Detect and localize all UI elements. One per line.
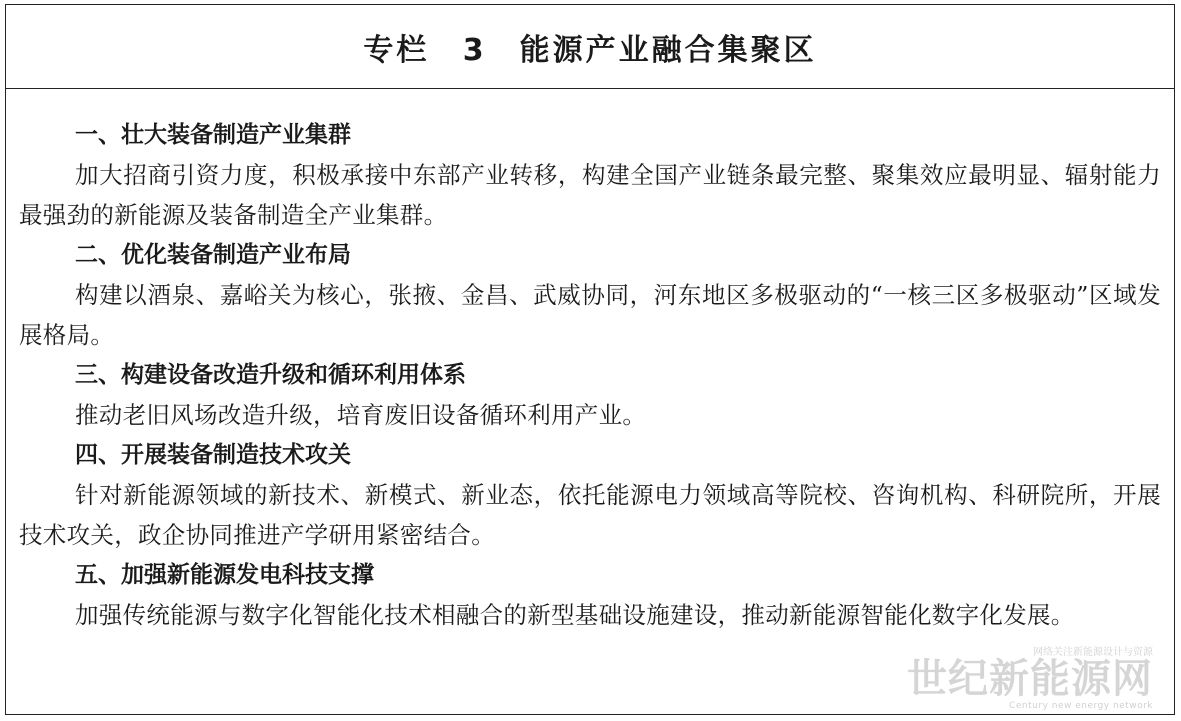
section-5 — [19, 555, 1161, 635]
watermark — [907, 647, 1153, 711]
section-body: 针对新能源领域的新技术、新模式、新业态，依托能源电力领域高等院校、咨询机构、科研院所，开展技术攻关，政企协同推进产学研用紧密结合。 — [19, 481, 1161, 549]
column-title: 专栏 3 能源产业融合集聚区 — [363, 32, 817, 68]
watermark-tagline: 网络关注新能源设计与资源 — [1033, 647, 1153, 658]
section-2 — [19, 235, 1161, 355]
section-heading: 五、加强新能源发电科技支撑 — [75, 562, 374, 588]
title-bar — [6, 5, 1174, 89]
section-3 — [19, 355, 1161, 435]
section-heading: 一、壮大装备制造产业集群 — [75, 122, 351, 148]
watermark-subtitle: Century new energy network — [1009, 701, 1153, 711]
column-content — [6, 89, 1174, 635]
section-1 — [19, 115, 1161, 235]
section-heading: 二、优化装备制造产业布局 — [75, 242, 351, 268]
section-heading: 四、开展装备制造技术攻关 — [75, 442, 351, 468]
section-body: 加大招商引资力度，积极承接中东部产业转移，构建全国产业链条最完整、聚集效应最明显、辐射能力最强劲的新能源及装备制造全产业集群。 — [19, 161, 1161, 229]
section-body: 加强传统能源与数字化智能化技术相融合的新型基础设施建设，推动新能源智能化数字化发展。 — [75, 601, 1075, 629]
section-4 — [19, 435, 1161, 555]
section-body: 构建以酒泉、嘉峪关为核心，张掖、金昌、武威协同，河东地区多极驱动的“一核三区多极驱动”区域发展格局。 — [19, 281, 1161, 349]
column-box — [5, 4, 1175, 715]
watermark-logo: 世纪新能源网 — [907, 655, 1153, 702]
section-heading: 三、构建设备改造升级和循环利用体系 — [75, 362, 466, 388]
section-body: 推动老旧风场改造升级，培育废旧设备循环利用产业。 — [75, 401, 647, 429]
